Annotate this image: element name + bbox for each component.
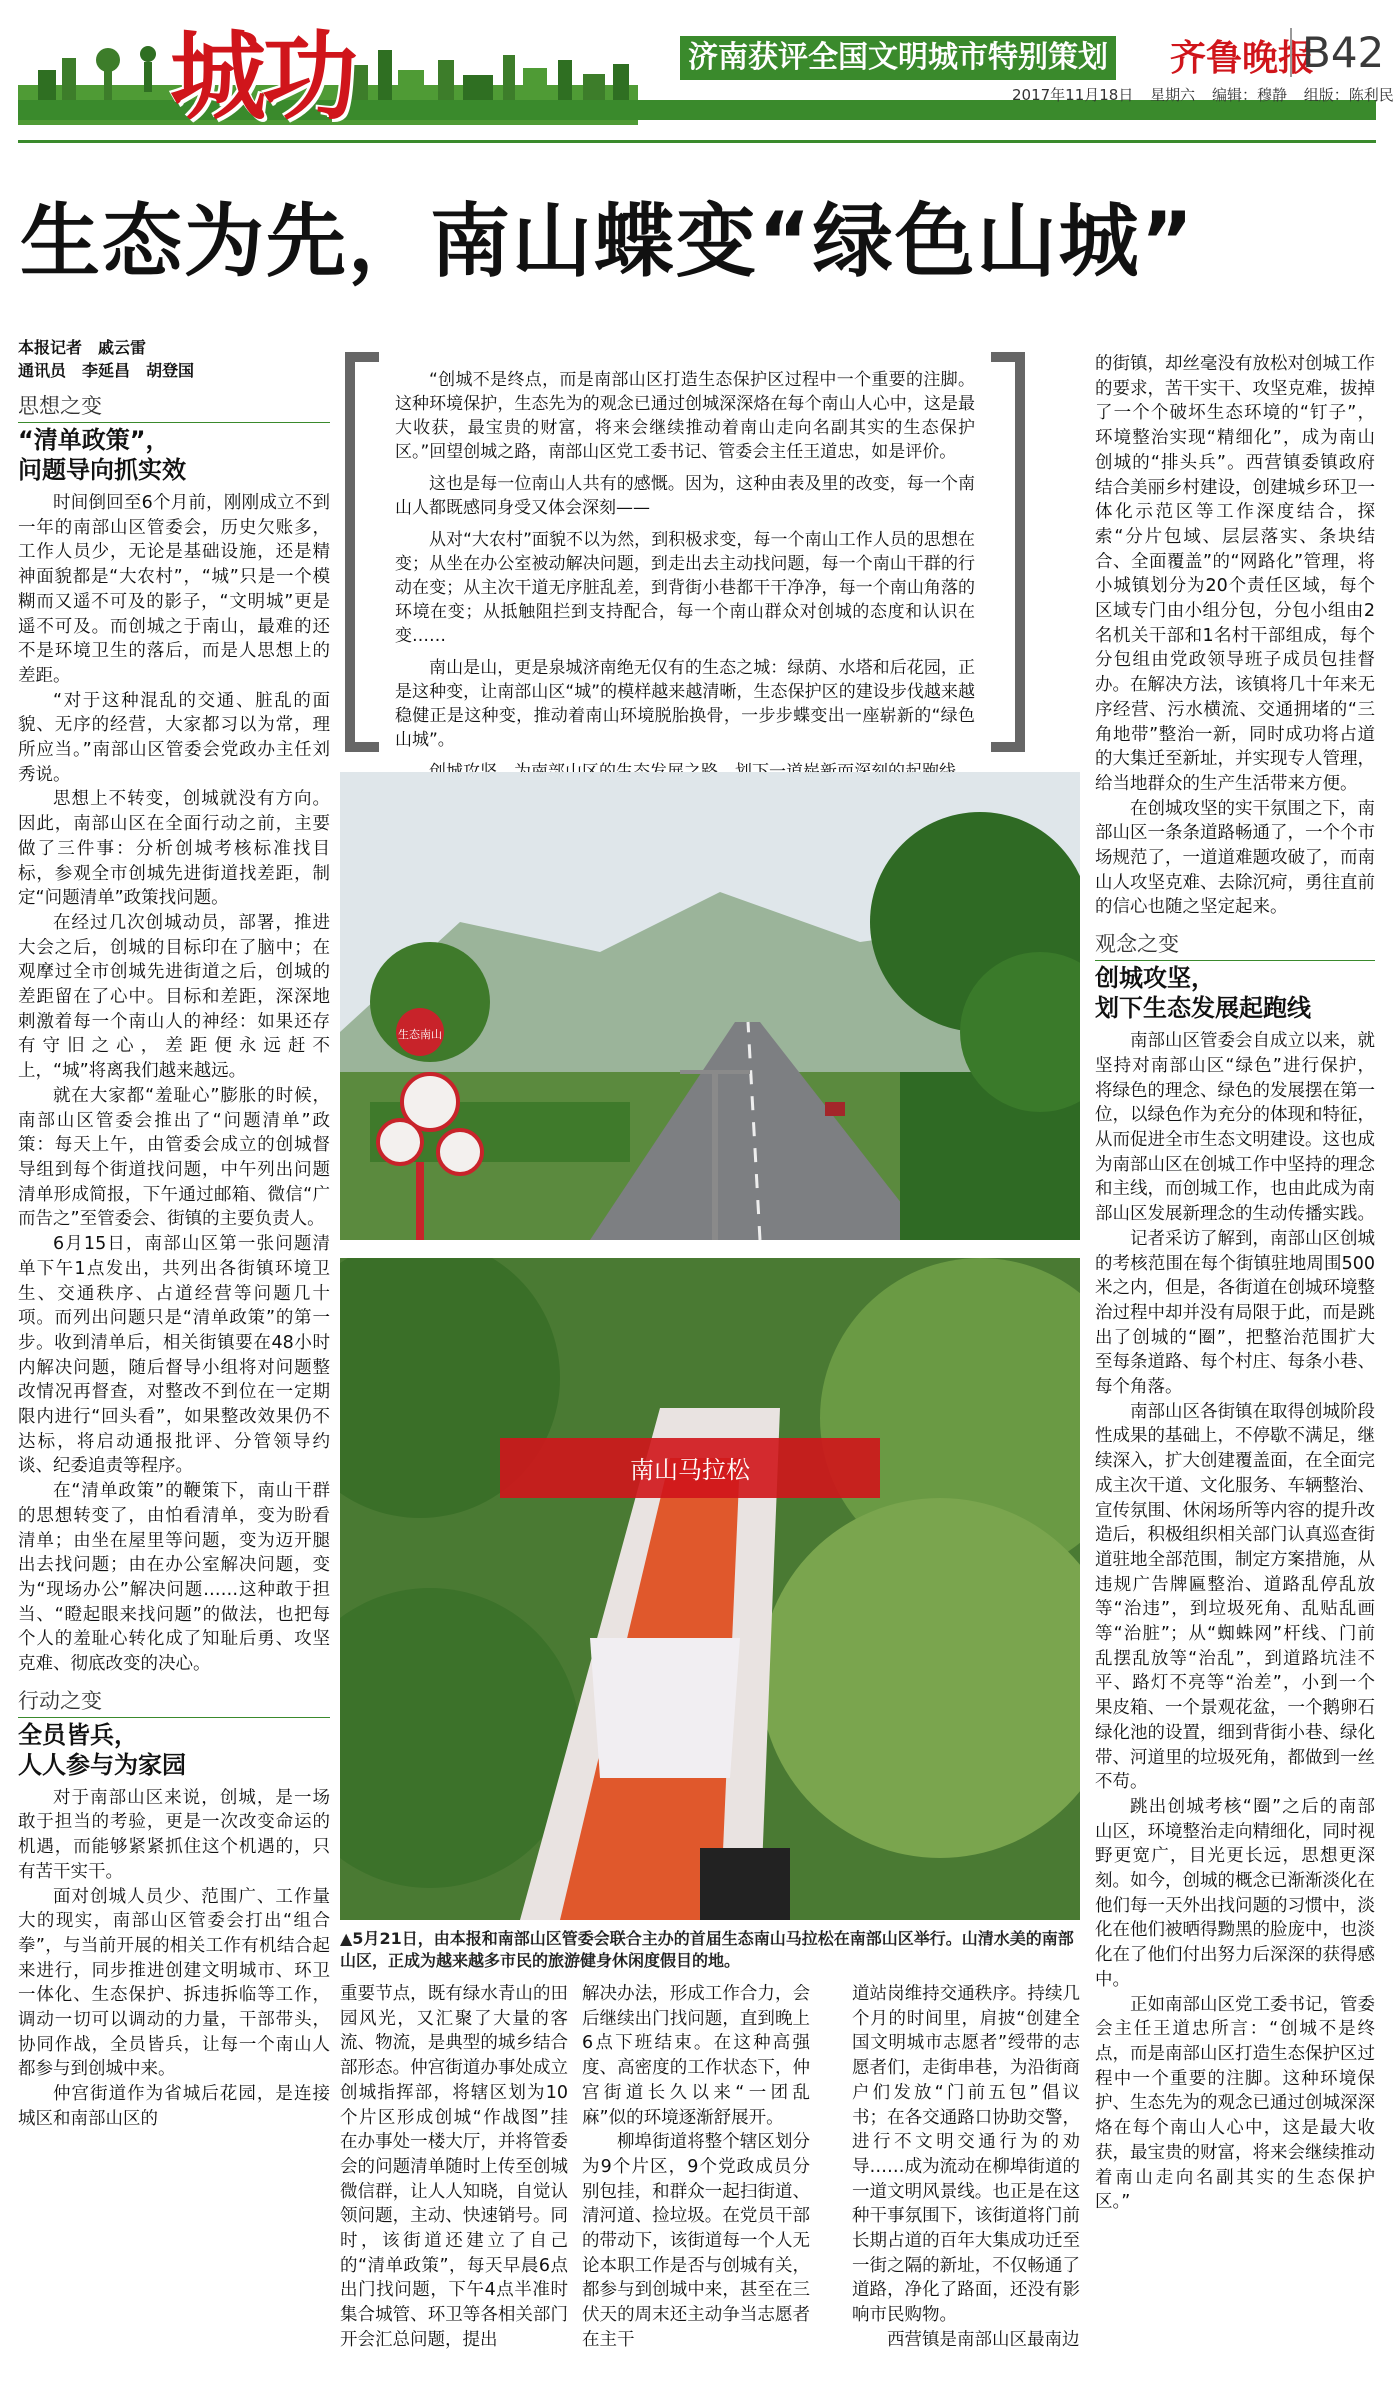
byline-correspondents: 通讯员 李延昌 胡登国 bbox=[18, 361, 195, 380]
paragraph: 就在大家都“羞耻心”膨胀的时候，南部山区管委会推出了“问题清单”政策：每天上午，由管委会成立的创城督导组到每个街道找问题，中午列出问题清单形成简报，下午通过邮箱、微信“广而告之”至管委会、街镇的主要负责人。 bbox=[18, 1085, 330, 1230]
issue-date: 2017年11月18日 bbox=[1012, 86, 1134, 104]
paragraph: 对于南部山区来说，创城，是一场敢于担当的考验，更是一次改变命运的机遇，而能够紧紧抓住这个机遇的，只有苦干实干。 bbox=[18, 1787, 330, 1882]
section-rule bbox=[1095, 960, 1375, 961]
section-title-line: 划下生态发展起跑线 bbox=[1095, 994, 1311, 1023]
page-number: B42 bbox=[1290, 28, 1384, 77]
byline-reporter: 本报记者 戚云雷 bbox=[18, 338, 147, 357]
quote-paragraph: “创城不是终点，而是南部山区打造生态保护区过程中一个重要的注脚。这种环境保护，生态先为的观念已通过创城深深烙在每个南山人心中，这是最大收获，最宝贵的财富，将来会继续推动着南山走向名副其实的生态保护区。”回望创城之路，南部山区党工委书记、管委会主任王道忠，如是评价。 bbox=[395, 370, 975, 462]
quote-paragraph: 从对“大农村”面貌不以为然，到积极求变，每一个南山工作人员的思想在变；从坐在办公室被动解决问题，到走出去主动找问题，每一个南山干群的行动在变；从主次干道无序脏乱差，到背街小巷都干干净净，每一个南山角落的环境在变；从抵触阻拦到支持配合，每一个南山群众对创城的态度和认识在变…… bbox=[395, 530, 975, 646]
paragraph: 正如南部山区党工委书记，管委会主任王道忠所言：“创城不是终点，而是南部山区打造生态保护区过程中一个重要的注脚。这种环境保护、生态先为的观念已通过创城深深烙在每个南山人心中，这是最大收获，最宝贵的财富，将来会继续推动着南山走向名副其实的生态保护区。” bbox=[1095, 1994, 1375, 2213]
issue-weekday: 星期六 bbox=[1150, 86, 1196, 104]
section-title-line: 人人参与为家园 bbox=[18, 1750, 186, 1779]
newspaper-logo: 齐鲁晚报 bbox=[1170, 37, 1315, 79]
headline: 生态为先，南山蝶变“绿色山城” bbox=[20, 195, 1196, 288]
issue-meta bbox=[1000, 84, 1394, 105]
section-kicker: 行动之变 bbox=[18, 1688, 102, 1713]
paragraph: 解决办法，形成工作合力，会后继续出门找问题，直到晚上6点下班结束。在这种高强度、高密度的工作状态下，仲宫街道长久以来“一团乱麻”似的环境逐渐舒展开。 bbox=[582, 1984, 810, 2128]
quote-text bbox=[395, 368, 975, 792]
paragraph: 在经过几次创城动员，部署，推进大会之后，创城的目标印在了脑中；在观摩过全市创城先进街道之后，创城的差距留在了心中。目标和差距，深深地刺激着每一个南山人的神经：如果还存有守旧之心，差距便永远赶不上，“城”将离我们越来越远。 bbox=[18, 912, 330, 1082]
layout-credit: 组版：陈利民 bbox=[1303, 86, 1394, 104]
section-title-line: 全员皆兵， bbox=[18, 1720, 138, 1749]
paragraph: 思想上不转变，创城就没有方向。因此，南部山区在全面行动之前，主要做了三件事：分析创城考核标准找目标，参观全市创城先进街道找差距，制定“问题清单”政策找问题。 bbox=[18, 789, 330, 909]
paragraph: 柳埠街道将整个辖区划分为9个片区，9个党政成员分别包挂，和群众一起扫街道、清河道、捡垃圾。在党员干部的带动下，该街道每一个人无论本职工作是否与创城有关，都参与到创城中来，甚至在三伏天的周末还主动争当志愿者在主干 bbox=[582, 2132, 810, 2350]
paragraph: 跳出创城考核“圈”之后的南部山区，环境整治走向精细化，同时视野更宽广，目光更长远，思想更深刻。如今，创城的概念已渐渐淡化在他们每一天外出找问题的习惯中，淡化在他们被晒得黝黑的脸庞中，也淡化在了他们付出努力后深深的获得感中。 bbox=[1095, 1796, 1375, 1990]
quote-paragraph: 南山是山，更是泉城济南绝无仅有的生态之城：绿荫、水塔和后花园，正是这种变，让南部山区“城”的模样越来越清晰，生态保护区的建设步伐越来越稳健正是这种变，推动着南山环境脱胎换骨，一步步蝶变出一座崭新的“绿色山城”。 bbox=[395, 658, 975, 750]
section-title-line: “清单政策”， bbox=[18, 426, 170, 454]
paragraph: 的街镇，却丝毫没有放松对创城工作的要求，苦干实干、攻坚克难，拔掉了一个个破坏生态环境的“钉子”，环境整治实现“精细化”，成为南山创城的“排头兵”。西营镇委镇政府结合美丽乡村建设，创建城乡环卫一体化示范区等工作深度结合，探索“分片包域、层层落实、条块结合、全面覆盖”的“网路化”管理，将小城镇划分为20个责任区域，每个区域专门由小组分包，分包小组由2名机关干部和1名村干部组成，每个分包组由党政领导班子成员包挂督办。在解决方法，该镇将几十年来无序经营、污水横流、交通拥堵的“三角地带”整治一新，同时成功将占道的大集迁至新址，并实现专人管理，给当地群众的生产生活带来方便。 bbox=[1095, 354, 1375, 794]
paragraph: 记者采访了解到，南部山区创城的考核范围在每个街镇驻地周围500米之内，但是，各街道在创城环境整治过程中却并没有局限于此，而是跳出了创城的“圈”，把整治范围扩大至每条道路、每个村庄、每条小巷、每个角落。 bbox=[1095, 1228, 1375, 1398]
paragraph: 道站岗维持交通秩序。持续几个月的时间里，肩披“创建全国文明城市志愿者”绶带的志愿者们，走街串巷，为沿街商户们发放“门前五包”倡议书；在各交通路口协助交警，进行不文明交通行为的劝导……成为流动在柳埠街道的一道文明风景线。也正是在这种干事氛围下，该街道将门前长期占道的百年大集成功迁至一街之隔的新址，不仅畅通了道路，净化了路面，还没有影响市民购物。 bbox=[852, 1984, 1080, 2326]
bottom-column-1 bbox=[340, 1982, 568, 2353]
paragraph: 南部山区管委会自成立以来，就坚持对南部山区“绿色”进行保护，将绿色的理念、绿色的发展摆在第一位，以绿色作为充分的体现和特征，从而促进全市生态文明建设。这也成为南部山区在创城工作中坚持的理念和主线，而创城工作，也由此成为南部山区发展新理念的生动传播实践。 bbox=[1095, 1031, 1375, 1225]
paragraph: 6月15日，南部山区第一张问题清单下午1点发出，共列出各街镇环境卫生、交通秩序、占道经营等问题几十项。而列出问题只是“清单政策”的第一步。收到清单后，相关街镇要在48小时内解决问题，随后督导小组将对问题整改情况再督查，对整改不到位在一定期限内进行“回头看”，如果整改效果仍不达标，将启动通报批评、分管领导约谈、纪委追责等程序。 bbox=[18, 1234, 330, 1477]
section-kicker: 观念之变 bbox=[1095, 932, 1179, 957]
bottom-column-3 bbox=[852, 1982, 1080, 2353]
column-left bbox=[18, 336, 330, 2132]
paragraph: 重要节点，既有绿水青山的田园风光，又汇聚了大量的客流、物流，是典型的城乡结合部形态。仲宫街道办事处成立创城指挥部，将辖区划为10个片区形成创城“作战图”挂在办事处一楼大厅，并将管委会的问题清单随时上传至创城微信群，让人人知晓，自觉认领问题，主动、快速销号。同时，该街道还建立了自己的“清单政策”，每天早晨6点出门找问题，下午4点半准时集合城管、环卫等各相关部门开会汇总问题，提出 bbox=[340, 1984, 568, 2350]
paragraph: 西营镇是南部山区最南边 bbox=[887, 2329, 1080, 2350]
sign-text: 生态南山 bbox=[398, 1028, 442, 1041]
column-name: 城功 bbox=[170, 20, 354, 133]
paragraph: 在“清单政策”的鞭策下，南山干群的思想转变了，由怕看清单，变为盼看清单；由坐在屋里等问题，变为迈开腿出去找问题；由在办公室解决问题，变为“现场办公”解决问题……这种敢于担当、“瞪起眼来找问题”的做法，也把每个人的羞耻心转化成了知耻后勇、攻坚克难、彻底改变的决心。 bbox=[18, 1481, 330, 1675]
section-title-line: 问题导向抓实效 bbox=[18, 456, 186, 484]
paragraph: 面对创城人员少、范围广、工作量大的现实，南部山区管委会打出“组合拳”，与当前开展的相关工作有机结合起来进行，同步推进创建文明城市、环卫一体化、生态保护、拆违拆临等工作，调动一切可以调动的力量，干部带头，协同作战，全员皆兵，让每一个南山人都参与到创城中来。 bbox=[18, 1886, 330, 2080]
paragraph: 在创城攻坚的实干氛围之下，南部山区一条条道路畅通了，一个个市场规范了，一道道难题攻破了，而南山人攻坚克难、去除沉疴，勇往直前的信心也随之坚定起来。 bbox=[1095, 798, 1375, 918]
quote-bracket-right bbox=[991, 352, 1025, 752]
section-rule bbox=[18, 1717, 330, 1718]
photo-caption: ▲5月21日，由本报和南部山区管委会联合主办的首届生态南山马拉松在南部山区举行。山清水美的南部山区，正成为越来越多市民的旅游健身休闲度假目的地。 bbox=[340, 1929, 1074, 1970]
special-report-title: 济南获评全国文明城市特别策划 bbox=[680, 36, 1116, 80]
quote-bracket-left bbox=[345, 352, 379, 752]
column-right bbox=[1095, 352, 1375, 2215]
road-photo bbox=[340, 772, 1080, 1240]
bottom-column-2 bbox=[582, 1982, 810, 2353]
section-title bbox=[18, 425, 330, 485]
quote-paragraph: 这也是每一位南山人共有的感慨。因为，这种由表及里的改变，每一个南山人都既感同身受又体会深刻—— bbox=[395, 474, 975, 518]
section-title-line: 创城攻坚， bbox=[1095, 964, 1215, 993]
paragraph: “对于这种混乱的交通、脏乱的面貌、无序的经营，大家都习以为常，理所应当。”南部山区管委会党政办主任刘秀说。 bbox=[18, 690, 330, 785]
marathon-photo bbox=[340, 1258, 1080, 1920]
section-title bbox=[18, 1720, 330, 1780]
header-rule bbox=[18, 140, 1376, 143]
quote-box bbox=[345, 352, 1025, 754]
section-title bbox=[1095, 963, 1375, 1023]
section-rule bbox=[18, 422, 330, 423]
section-kicker: 思想之变 bbox=[18, 394, 102, 418]
paragraph: 时间倒回至6个月前，刚刚成立不到一年的南部山区管委会，历史欠账多，工作人员少，无论是基础设施，还是精神面貌都是“大农村”，“城”只是一个模糊而又遥不可及的影子，“文明城”更是遥不可及。而创城之于南山，最难的还不是环境卫生的落后，而是人思想上的差距。 bbox=[18, 493, 330, 686]
paragraph: 南部山区各街镇在取得创城阶段性成果的基础上，不停歇不满足，继续深入，扩大创建覆盖面，在全面完成主次干道、文化服务、车辆整治、宣传氛围、休闲场所等内容的提升改造后，积极组织相关部门认真巡查街道驻地全部范围，制定方案措施，从违规广告牌匾整治、道路乱停乱放等“治违”，到垃圾死角、乱贴乱画等“治脏”；从“蜘蛛网”杆线、门前乱摆乱放等“治乱”，到道路坑洼不平、路灯不亮等“治差”，小到一个果皮箱、一个景观花盆，一个鹅卵石绿化池的设置，细到背街小巷、绿化带、河道里的垃圾死角，都做到一丝不苟。 bbox=[1095, 1401, 1375, 1793]
editor-credit: 编辑：穆静 bbox=[1211, 86, 1287, 104]
banner-text: 南山马拉松 bbox=[630, 1456, 750, 1484]
paragraph: 仲宫街道作为省城后花园，是连接城区和南部山区的 bbox=[18, 2084, 330, 2129]
